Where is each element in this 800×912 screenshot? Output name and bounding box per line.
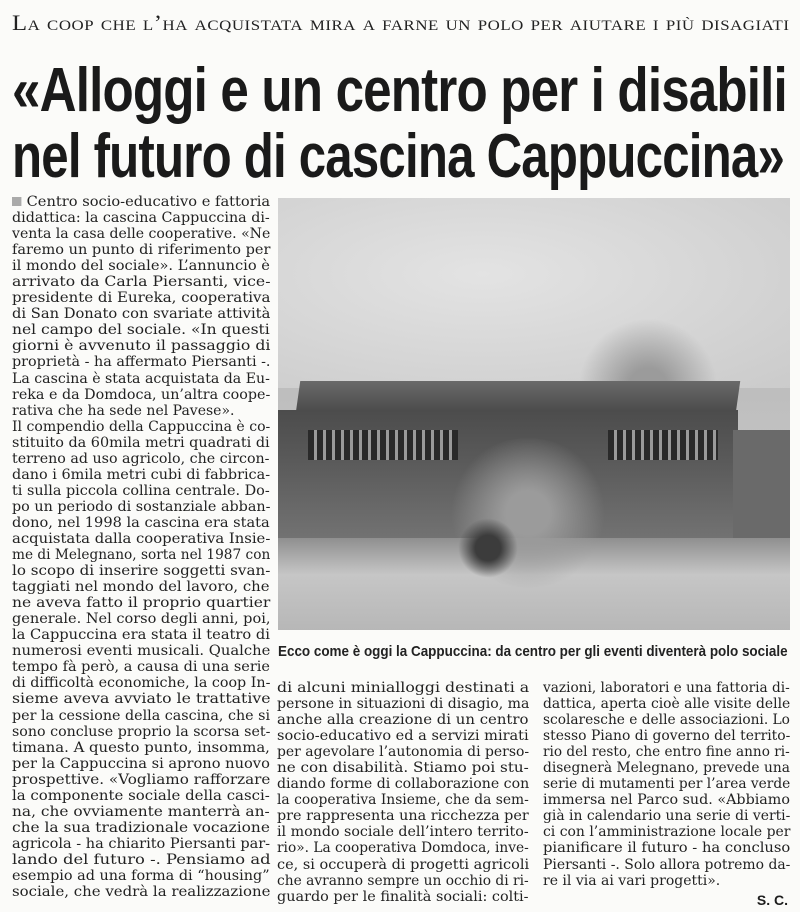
text-line: acquistata dalla cooperativa Insie- (12, 530, 271, 547)
kicker: La coop che l’ha acquistata mira a farne un polo per aiutare i più disagiati (12, 10, 790, 35)
text-line: generale. Nel corso degli anni, poi, (12, 611, 271, 628)
text-line: dattica, aperta cioè alle visite delle (543, 696, 791, 713)
text-line: sono concluse proprio la scorsa set- (12, 723, 271, 740)
text-line: ne aveva fatto il proprio quartier (12, 595, 271, 612)
article-column-3 (543, 680, 790, 889)
text-line: il mondo del sociale». L’annuncio è (12, 258, 270, 275)
text-line: La cascina è stata acquistata da Eu- (12, 370, 270, 387)
text-line: ce, si occuperà di progetti agricoli (277, 856, 530, 873)
text-line: che la sua tradizionale vocazione (12, 819, 270, 836)
photo-cascina (278, 198, 790, 630)
text-line: pianificare il futuro - ha concluso (543, 840, 791, 857)
text-line: faremo un punto di riferimento per (12, 242, 271, 259)
text-line: la cooperativa Insieme, che da sem- (277, 792, 529, 809)
text-line: presidente di Eureka, cooperativa (12, 290, 271, 307)
text-line: stituito da 60mila metri quadrati di (12, 434, 270, 451)
text-line: per la cessione della cascina, che si (12, 707, 271, 724)
text-line: terreno ad uso agricolo, che circon- (12, 450, 270, 467)
text-line: stesso Piano di governo del territo- (543, 728, 791, 745)
text-line: diando forme di collaborazione con (277, 776, 530, 793)
text-line: persone in situazioni di disagio, ma (277, 696, 530, 713)
article-column-2 (277, 680, 529, 905)
text-line: ne con disabilità. Stiamo poi stu- (277, 760, 529, 777)
text-line: già in calendario una serie di verti- (543, 808, 791, 825)
text-line: ti sulla piccola collina centrale. Do- (12, 482, 270, 499)
text-line: proprietà - ha affermato Piersanti -. (12, 354, 271, 371)
headline-line-1: «Alloggi e un centro per i disabili (12, 56, 787, 125)
text-line: per la Cappuccina si aprono nuovo (12, 755, 270, 772)
text-line: serie di mutamenti per l’area verde (543, 776, 791, 793)
text-line: scolaresche e delle associazioni. Lo (543, 712, 790, 729)
text-line: guardo per le finalità sociali: colti- (277, 888, 529, 905)
photo-caption: Ecco come è oggi la Cappuccina: da centro per gli eventi diventerà polo sociale (278, 643, 788, 660)
text-line: dano i 6mila metri cubi di fabbrica- (12, 466, 271, 483)
text-line: lando del futuro -. Pensiamo ad (12, 851, 271, 868)
text-line: re il via ai vari progetti». (543, 872, 721, 889)
text-line: rio». La cooperativa Domdoca, inve- (277, 840, 529, 857)
text-line: nel campo del sociale. «In questi (12, 322, 270, 339)
text-line: vazioni, laboratori e una fattoria di- (543, 680, 790, 696)
text-line: la Cappuccina era stata il teatro di (12, 627, 270, 644)
text-line: taggiati nel mondo del lavoro, che (12, 579, 270, 596)
text-line: numerosi eventi musicali. Qualche (12, 643, 271, 660)
text-line: di alcuni minialloggi destinati a (277, 680, 530, 696)
text-line: Centro socio-educativo e fattoria (12, 194, 270, 210)
headline-line-2: nel futuro di cascina Cappuccina» (12, 122, 785, 191)
text-line: didattica: la cascina Cappuccina di- (12, 210, 270, 227)
text-line: reka e da Domdoca, un’altra coope- (12, 386, 271, 403)
text-line: di San Donato con svariate attività (12, 306, 271, 323)
text-line: ci con l’amministrazione locale per (543, 824, 791, 841)
text-line: lo scopo di inserire soggetti svan- (12, 563, 271, 580)
text-line: prospettive. «Vogliamo rafforzare (12, 771, 271, 788)
text-line: timana. A questo punto, insomma, (12, 739, 270, 756)
text-line: disegnerà Melegnano, prevede una (543, 760, 790, 777)
text-line: esempio ad una forma di “housing” (12, 867, 270, 884)
text-line: la componente sociale della casci- (12, 787, 270, 804)
author-signature: S. C. (756, 892, 788, 908)
text-line: immersa nel Parco sud. «Abbiamo (543, 792, 790, 809)
text-line: na, che ovviamente manterrà an- (12, 803, 270, 820)
text-line: dono, nel 1998 la cascina era stata (12, 514, 270, 531)
text-line: tempo fà però, a causa di una serie (12, 659, 270, 676)
text-line: rio del resto, che entro fine anno ri- (543, 744, 790, 761)
text-line: per agevolare l’autonomia di perso- (277, 744, 530, 761)
text-line: Piersanti -. Solo allora potremo da- (543, 856, 791, 873)
text-line: agricola - ha chiarito Piersanti par- (12, 835, 271, 852)
text-line: pre rappresenta una ricchezza per (277, 808, 529, 825)
text-line: giorni è avvenuto il passaggio di (12, 338, 271, 355)
text-line: anche alla creazione di un centro (277, 712, 529, 729)
text-line: socio-educativo ed a servizi mirati (277, 728, 529, 745)
text-line: me di Melegnano, sorta nel 1987 con (12, 547, 271, 564)
text-line: rativa che ha sede nel Pavese». (12, 402, 235, 419)
text-line: sieme aveva avviato le trattative (12, 691, 271, 708)
text-line: venta la casa delle cooperative. «Ne (12, 226, 271, 243)
text-line: po un periodo di sostanziale abban- (12, 498, 271, 515)
text-line: arrivato da Carla Piersanti, vice- (12, 274, 271, 291)
text-line: il mondo sociale dell’intero territo- (277, 824, 529, 841)
square-bullet-icon (12, 197, 21, 206)
text-line: sociale, che vedrà la realizzazione (12, 884, 271, 901)
text-line: Il compendio della Cappuccina è co- (12, 418, 271, 435)
article-column-1 (12, 194, 270, 900)
text-line: che avranno sempre un occhio di ri- (277, 872, 529, 889)
text-line: di difficoltà economiche, la coop In- (12, 675, 271, 692)
